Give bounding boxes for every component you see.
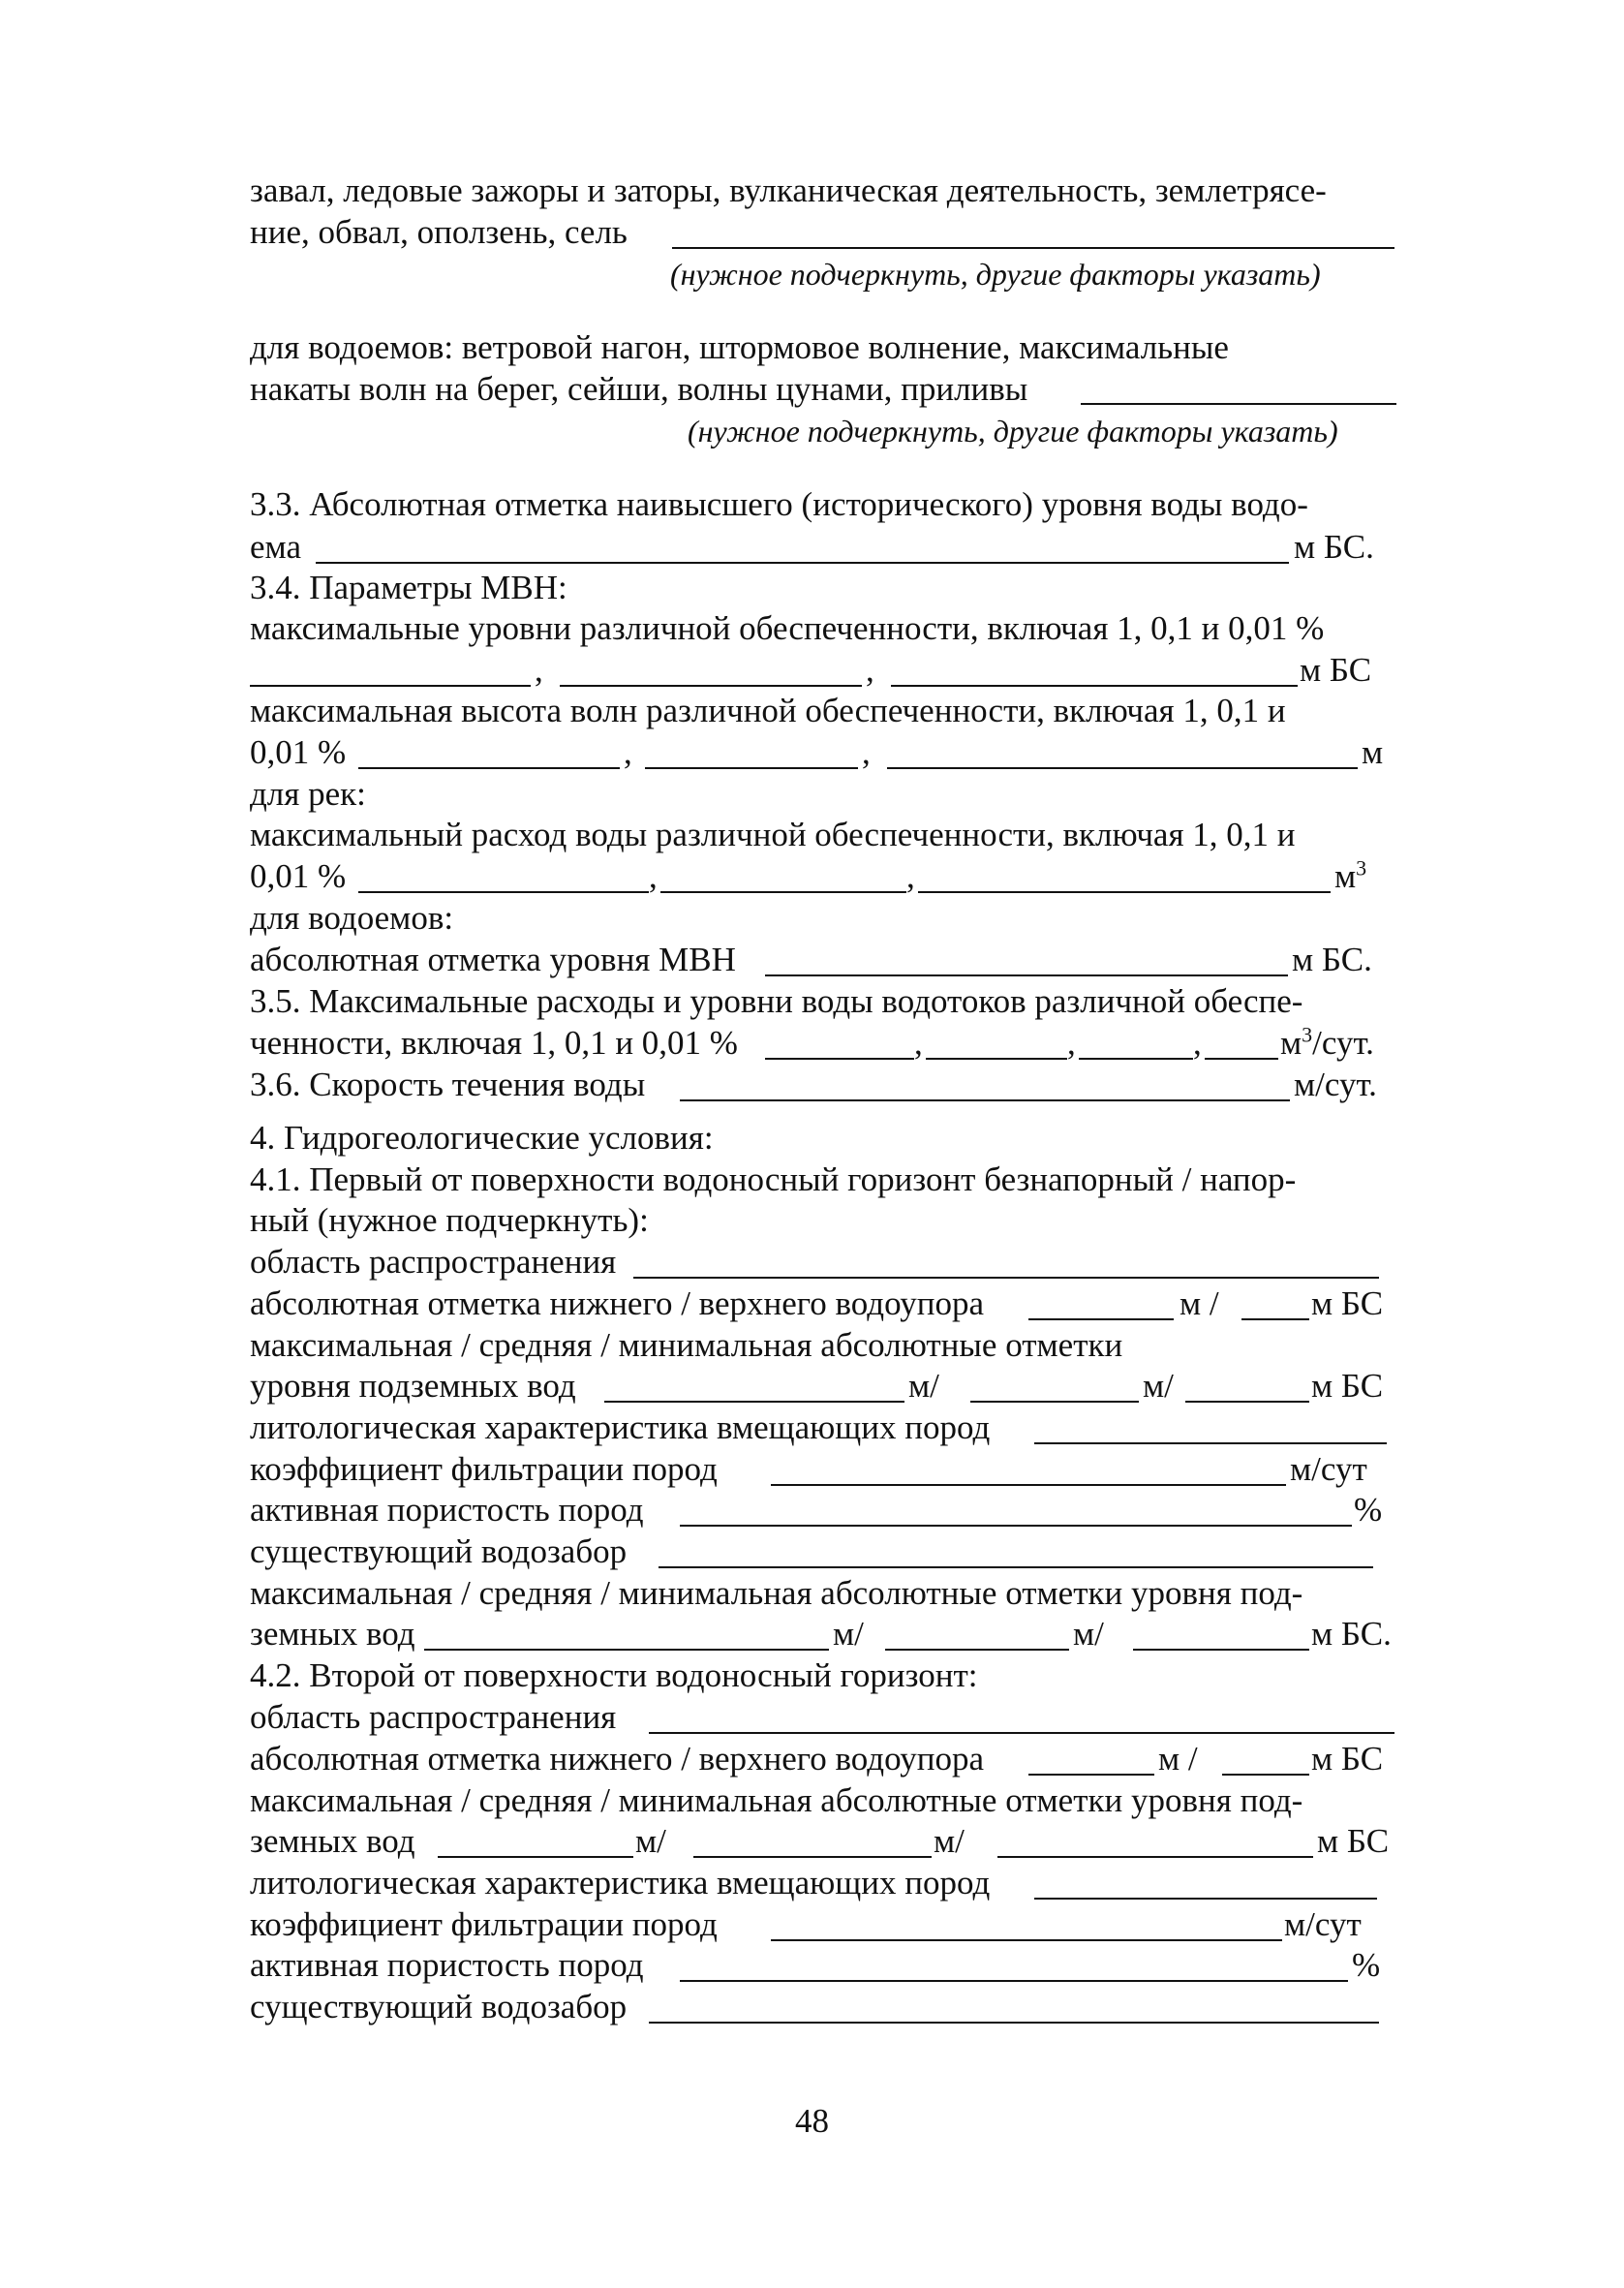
section-heading: 3.4. Параметры МВН: <box>250 569 567 606</box>
separator: , <box>906 857 915 895</box>
text-line: литологическая характеристика вмещающих пород <box>250 1864 991 1902</box>
unit-label: м БС <box>1300 651 1372 689</box>
separator: , <box>914 1024 923 1062</box>
fill-in-blank[interactable] <box>1133 1649 1309 1651</box>
text-line: абсолютная отметка нижнего / верхнего водоупора <box>250 1284 985 1322</box>
fill-in-blank[interactable] <box>771 1484 1286 1486</box>
text-line: для рек: <box>250 775 366 813</box>
fill-in-blank[interactable] <box>680 1099 1290 1101</box>
text-line: максимальная высота волн различной обеспеченности, включая 1, 0,1 и <box>250 692 1286 729</box>
fill-in-blank[interactable] <box>765 974 1288 976</box>
fill-in-blank[interactable] <box>1034 1898 1377 1900</box>
text-line: ние, обвал, оползень, сель <box>250 213 628 251</box>
fill-in-blank[interactable] <box>649 2022 1379 2024</box>
text-line: 0,01 % <box>250 857 347 895</box>
fill-in-blank[interactable] <box>358 891 649 893</box>
text-line: для водоемов: ветровой нагон, штормовое волнение, максимальные <box>250 328 1229 366</box>
text-line: завал, ледовые зажоры и заторы, вулканическая деятельность, землетрясе- <box>250 171 1327 209</box>
fill-in-blank[interactable] <box>887 767 1358 769</box>
fill-in-blank[interactable] <box>660 891 906 893</box>
text-line: 0,01 % <box>250 733 347 771</box>
fill-in-blank[interactable] <box>1028 1318 1174 1320</box>
text-line: коэффициент фильтрации пород <box>250 1905 718 1943</box>
unit-label: м <box>1362 733 1384 771</box>
separator: , <box>866 651 874 689</box>
fill-in-blank[interactable] <box>250 685 531 687</box>
unit-label: $м^3$ <box>1334 855 1367 895</box>
fill-in-blank[interactable] <box>633 1277 1379 1279</box>
fill-in-blank[interactable] <box>997 1856 1313 1858</box>
text-line: область распространения <box>250 1698 617 1736</box>
unit-label: м/сут. <box>1294 1066 1377 1103</box>
text-line: ный (нужное подчеркнуть): <box>250 1201 649 1239</box>
text-line: 4.1. Первый от поверхности водоносный горизонт безнапорный / напор- <box>250 1160 1297 1198</box>
text-line: 3.3. Абсолютная отметка наивысшего (исторического) уровня воды водо- <box>250 485 1308 523</box>
unit-label: м/сут <box>1290 1450 1367 1488</box>
unit-label: м БС. <box>1311 1615 1392 1653</box>
fill-in-blank[interactable] <box>1081 403 1396 405</box>
text-line: максимальная / средняя / минимальная абсолютные отметки <box>250 1326 1123 1364</box>
fill-in-blank[interactable] <box>680 1980 1348 1982</box>
page-number: 48 <box>795 2102 829 2140</box>
text-line: 3.6. Скорость течения воды <box>250 1066 646 1103</box>
text-line: литологическая характеристика вмещающих пород <box>250 1408 991 1446</box>
unit-label: м БС <box>1311 1284 1384 1322</box>
text-line: для водоемов: <box>250 899 454 937</box>
separator: , <box>862 733 871 771</box>
fill-in-blank[interactable] <box>680 1525 1352 1527</box>
unit-label: м/ <box>1073 1615 1104 1653</box>
text-line: активная пористость пород <box>250 1491 644 1529</box>
unit-label: м/ <box>908 1367 939 1405</box>
unit-label: м/ <box>635 1822 666 1860</box>
text-line: уровня подземных вод <box>250 1367 576 1405</box>
text-line: максимальная / средняя / минимальная абсолютные отметки уровня под- <box>250 1781 1303 1819</box>
text-line: область распространения <box>250 1243 617 1281</box>
text-line: земных вод <box>250 1822 415 1860</box>
unit-label: м/ <box>1143 1367 1174 1405</box>
hint-note: (нужное подчеркнуть, другие факторы указать) <box>670 257 1321 292</box>
fill-in-blank[interactable] <box>604 1401 904 1403</box>
fill-in-blank[interactable] <box>1034 1442 1387 1444</box>
text-line: активная пористость пород <box>250 1946 644 1984</box>
fill-in-blank[interactable] <box>1222 1774 1309 1776</box>
fill-in-blank[interactable] <box>765 1058 914 1060</box>
fill-in-blank[interactable] <box>358 767 620 769</box>
fill-in-blank[interactable] <box>1241 1318 1309 1320</box>
unit-label: % <box>1352 1946 1381 1984</box>
fill-in-blank[interactable] <box>438 1856 633 1858</box>
separator: , <box>1193 1024 1202 1062</box>
fill-in-blank[interactable] <box>918 891 1331 893</box>
fill-in-blank[interactable] <box>645 767 858 769</box>
separator: , <box>1067 1024 1076 1062</box>
hint-note: (нужное подчеркнуть, другие факторы указать) <box>688 414 1338 448</box>
text-line: ема <box>250 528 301 566</box>
section-heading: 4.2. Второй от поверхности водоносный горизонт: <box>250 1656 978 1694</box>
text-line: 3.5. Максимальные расходы и уровни воды водотоков различной обеспе- <box>250 982 1303 1020</box>
text-line: максимальная / средняя / минимальная абсолютные отметки уровня под- <box>250 1574 1303 1612</box>
fill-in-blank[interactable] <box>926 1058 1067 1060</box>
fill-in-blank[interactable] <box>771 1939 1282 1941</box>
fill-in-blank[interactable] <box>649 1732 1394 1734</box>
unit-label: $м^3$/сут. <box>1280 1022 1374 1062</box>
fill-in-blank[interactable] <box>693 1856 932 1858</box>
fill-in-blank[interactable] <box>891 685 1298 687</box>
text-line: накаты волн на берег, сейши, волны цунами, приливы <box>250 370 1028 408</box>
text-line: максимальные уровни различной обеспеченности, включая 1, 0,1 и 0,01 % <box>250 609 1325 647</box>
unit-label: м БС. <box>1294 528 1374 566</box>
text-line: земных вод <box>250 1615 415 1653</box>
unit-label: м/ <box>934 1822 965 1860</box>
section-heading: 4. Гидрогеологические условия: <box>250 1119 714 1157</box>
unit-label: м / <box>1158 1740 1198 1778</box>
separator: , <box>624 733 632 771</box>
text-line: максимальный расход воды различной обеспеченности, включая 1, 0,1 и <box>250 816 1296 853</box>
text-line: абсолютная отметка нижнего / верхнего водоупора <box>250 1740 985 1778</box>
unit-label: м / <box>1180 1284 1219 1322</box>
fill-in-blank[interactable] <box>560 685 862 687</box>
text-line: коэффициент фильтрации пород <box>250 1450 718 1488</box>
fill-in-blank[interactable] <box>1028 1774 1154 1776</box>
text-line: существующий водозабор <box>250 1988 628 2025</box>
unit-label: м БС. <box>1292 941 1372 978</box>
fill-in-blank[interactable] <box>885 1649 1069 1651</box>
separator: , <box>535 651 543 689</box>
fill-in-blank[interactable] <box>316 562 1289 564</box>
fill-in-blank[interactable] <box>970 1401 1139 1403</box>
text-line: абсолютная отметка уровня МВН <box>250 941 736 978</box>
fill-in-blank[interactable] <box>672 247 1394 249</box>
unit-label: м БС <box>1311 1367 1384 1405</box>
fill-in-blank[interactable] <box>1205 1058 1278 1060</box>
unit-label: м/ <box>833 1615 864 1653</box>
fill-in-blank[interactable] <box>659 1566 1373 1568</box>
unit-label: м/сут <box>1284 1905 1362 1943</box>
unit-label: м БС <box>1317 1822 1390 1860</box>
fill-in-blank[interactable] <box>1079 1058 1193 1060</box>
text-line: существующий водозабор <box>250 1532 628 1570</box>
text-line: ченности, включая 1, 0,1 и 0,01 % <box>250 1024 738 1062</box>
unit-label: м БС <box>1311 1740 1384 1778</box>
separator: , <box>649 857 658 895</box>
unit-label: % <box>1354 1491 1383 1529</box>
fill-in-blank[interactable] <box>1185 1401 1309 1403</box>
fill-in-blank[interactable] <box>424 1649 829 1651</box>
